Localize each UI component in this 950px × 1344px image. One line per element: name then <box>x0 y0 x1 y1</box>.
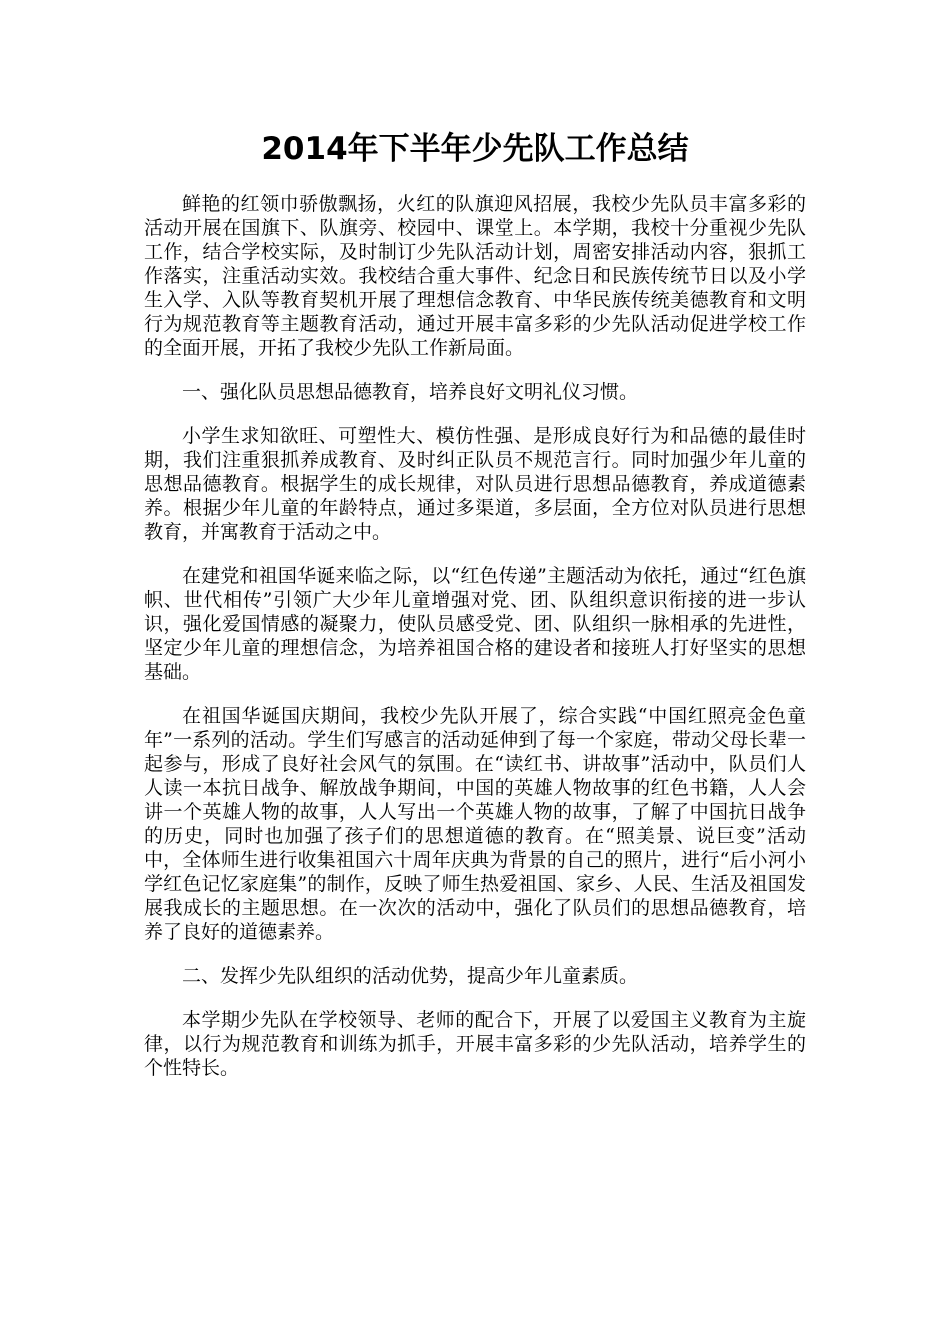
paragraph: 本学期少先队在学校领导、老师的配合下，开展了以爱国主义教育为主旋律，以行为规范教育和训练为抓手，开展丰富多彩的少先队活动，培养学生的个性特长。 <box>144 1009 806 1079</box>
document-body <box>144 192 806 1100</box>
paragraph: 在建党和祖国华诞来临之际，以“红色传递”主题活动为依托，通过“红色旗帜、世代相传”引领广大少年儿童增强对党、团、队组织意识衔接的进一步认识，强化爱国情感的凝聚力，使队员感受党、团、队组织一脉相承的先进性，坚定少年儿童的理想信念，为培养祖国合格的建设者和接班人打好坚实的思想基础。 <box>144 565 806 683</box>
paragraph: 小学生求知欲旺、可塑性大、模仿性强、是形成良好行为和品德的最佳时期，我们注重狠抓养成教育、及时纠正队员不规范言行。同时加强少年儿童的思想品德教育。根据学生的成长规律，对队员进行思想品德教育，养成道德素养。根据少年儿童的年龄特点，通过多渠道，多层面，全方位对队员进行思想教育，并寓教育于活动之中。 <box>144 425 806 543</box>
paragraph: 在祖国华诞国庆期间，我校少先队开展了，综合实践“中国红照亮金色童年”一系列的活动。学生们写感言的活动延伸到了每一个家庭，带动父母长辈一起参与，形成了良好社会风气的氛围。在“读红书、讲故事”活动中，队员们人人读一本抗日战争、解放战争期间，中国的英雄人物故事的红色书籍，人人会讲一个英雄人物的故事，人人写出一个英雄人物的故事，了解了中国抗日战争的历史，同时也加强了孩子们的思想道德的教育。在“照美景、说巨变”活动中，全体师生进行收集祖国六十周年庆典为背景的自己的照片，进行“后小河小学红色记忆家庭集”的制作，反映了师生热爱祖国、家乡、人民、生活及祖国发展我成长的主题思想。在一次次的活动中，强化了队员们的思想品德教育，培养了良好的道德素养。 <box>144 705 806 943</box>
section-heading-2: 二、发挥少先队组织的活动优势，提高少年儿童素质。 <box>182 965 639 987</box>
section-heading-1: 一、强化队员思想品德教育，培养良好文明礼仪习惯。 <box>182 381 639 403</box>
document-title: 2014年下半年少先队工作总结 <box>261 131 689 167</box>
paragraph-intro: 鲜艳的红领巾骄傲飘扬，火红的队旗迎风招展，我校少先队员丰富多彩的活动开展在国旗下、队旗旁、校园中、课堂上。本学期，我校十分重视少先队工作，结合学校实际，及时制订少先队活动计划，周密安排活动内容，狠抓工作落实，注重活动实效。我校结合重大事件、纪念日和民族传统节日以及小学生入学、入队等教育契机开展了理想信念教育、中华民族传统美德教育和文明行为规范教育等主题教育活动，通过开展丰富多彩的少先队活动促进学校工作的全面开展，开拓了我校少先队工作新局面。 <box>144 193 806 359</box>
